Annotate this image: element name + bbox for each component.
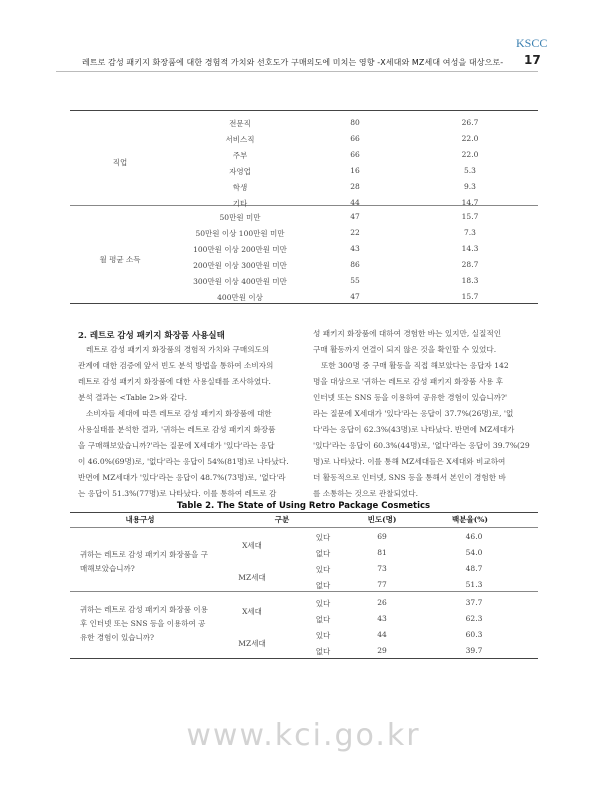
row-count: 66 <box>350 134 360 143</box>
row-item: 학생 <box>232 183 248 192</box>
row-percent: 26.7 <box>461 118 479 127</box>
answer-count: 44 <box>377 630 387 639</box>
row-count: 22 <box>350 228 360 237</box>
answer-count: 81 <box>377 548 387 557</box>
row-percent: 9.3 <box>464 182 476 191</box>
answer-label: 있다 <box>315 631 331 640</box>
header-content: 내용구성 <box>125 515 155 524</box>
answer-label: 있다 <box>315 533 331 542</box>
row-item: 서비스직 <box>225 135 255 144</box>
row-count: 47 <box>350 212 360 221</box>
answer-label: 없다 <box>315 615 331 624</box>
answer-percent: 60.3 <box>465 630 483 639</box>
generation-label: MZ세대 <box>238 573 266 582</box>
answer-label: 없다 <box>315 581 331 590</box>
text-line: 을 구매해보았습니까?'라는 질문에 X세대가 '있다'라는 응답 <box>78 441 275 450</box>
row-percent: 5.3 <box>464 166 476 175</box>
question-text <box>80 548 208 576</box>
row-percent: 28.7 <box>461 260 479 269</box>
table2-top-rule <box>70 512 538 513</box>
text-line: 분석 결과는 <Table 2>와 같다. <box>78 393 188 402</box>
watermark: www.kci.go.kr <box>186 718 421 753</box>
answer-percent: 37.7 <box>465 598 483 607</box>
row-count: 16 <box>350 166 360 175</box>
text-line: 반면에 MZ세대가 '있다'라는 응답이 48.7%(73명)로, '없다'라 <box>78 473 286 482</box>
answer-label: 없다 <box>315 549 331 558</box>
header-frequency: 빈도(명) <box>367 515 397 524</box>
question-line: 귀하는 레트로 감성 패키지 화장품을 구 <box>80 550 208 559</box>
text-line: 더 활동적으로 인터넷, SNS 등을 통해서 본인이 경험한 바 <box>313 473 506 482</box>
text-line: 라는 질문에 X세대가 '있다'라는 응답이 37.7%(26명)로, '없 <box>313 409 514 418</box>
journal-logo <box>516 34 548 50</box>
row-count: 47 <box>350 292 360 301</box>
answer-percent: 62.3 <box>465 614 483 623</box>
text-line: 소비자들 세대에 따른 레트로 감성 패키지 화장품에 대한 <box>86 409 272 418</box>
text-line: 구매 활동까지 연결이 되지 않은 것을 확인할 수 있었다. <box>313 345 497 354</box>
group-label: 직업 <box>112 158 128 167</box>
table1-top-rule <box>70 110 538 111</box>
group-label: 월 평균 소득 <box>99 255 141 264</box>
row-percent: 7.3 <box>464 228 476 237</box>
row-percent: 15.7 <box>461 212 479 221</box>
answer-count: 29 <box>377 646 387 655</box>
text-line: 명)로 나타났다. 이를 통해 MZ세대들은 X세대와 비교하여 <box>313 457 506 466</box>
text-line: '있다'라는 응답이 60.3%(44명)로, '없다'라는 응답이 39.7%(29 <box>313 441 530 450</box>
question-line: 후 인터넷 또는 SNS 등을 이용하여 공 <box>80 619 206 628</box>
table2-header-rule <box>70 527 538 528</box>
answer-count: 43 <box>377 614 387 623</box>
question-line: 유한 경험이 있습니까? <box>80 633 154 642</box>
row-percent: 18.3 <box>461 276 479 285</box>
row-count: 86 <box>350 260 360 269</box>
row-item: 전문직 <box>229 119 251 128</box>
answer-label: 있다 <box>315 565 331 574</box>
row-count: 44 <box>350 198 360 207</box>
question-line: 매해보았습니까? <box>80 564 135 573</box>
text-line: 다'라는 응답이 62.3%(43명)로 나타났다. 반면에 MZ세대가 <box>313 425 515 434</box>
row-percent: 14.7 <box>461 198 479 207</box>
answer-label: 있다 <box>315 599 331 608</box>
generation-label: X세대 <box>242 541 262 550</box>
row-count: 66 <box>350 150 360 159</box>
header-rule <box>56 71 538 72</box>
question-text <box>80 603 208 645</box>
table2-block-divider <box>70 591 538 592</box>
page-number: 17 <box>524 53 541 67</box>
row-item: 400만원 이상 <box>217 293 263 302</box>
row-item: 주부 <box>232 151 248 160</box>
row-item: 300만원 이상 400만원 미만 <box>193 277 287 286</box>
section-heading: 2. 레트로 감성 패키지 화장품 사용실태 <box>78 331 225 341</box>
answer-count: 69 <box>377 532 387 541</box>
text-line: 또한 300명 중 구매 활동을 직접 해보았다는 응답자 142 <box>321 361 509 370</box>
right-column-text <box>313 326 538 502</box>
text-line: 인터넷 또는 SNS 등을 이용하여 공유한 경험이 있습니까?' <box>313 393 508 402</box>
generation-label: MZ세대 <box>238 639 266 648</box>
row-item: 기타 <box>232 199 248 208</box>
row-count: 80 <box>350 118 360 127</box>
answer-count: 77 <box>377 580 387 589</box>
text-line: 레트로 감성 패키지 화장품의 경험적 가치와 구매의도의 <box>86 345 270 354</box>
text-line: 성 패키지 화장품에 대하여 경험한 바는 있지만, 실질적인 <box>313 329 502 338</box>
row-percent: 15.7 <box>461 292 479 301</box>
row-item: 50만원 이상 100만원 미만 <box>195 229 285 238</box>
row-count: 55 <box>350 276 360 285</box>
text-line: 이 46.0%(69명)로, '없다'라는 응답이 54%(81명)로 나타났다. <box>78 457 289 466</box>
table2-caption: Table 2. The State of Using Retro Package Cosmetics <box>176 501 431 511</box>
generation-label: X세대 <box>242 607 262 616</box>
text-line: 사용실태를 분석한 결과, '귀하는 레트로 감성 패키지 화장품 <box>78 425 276 434</box>
answer-percent: 54.0 <box>465 548 483 557</box>
answer-count: 73 <box>377 564 387 573</box>
row-percent: 14.3 <box>461 244 479 253</box>
header-percent: 백분율(%) <box>452 515 488 524</box>
row-percent: 22.0 <box>461 134 479 143</box>
row-item: 200만원 이상 300만원 미만 <box>193 261 287 270</box>
answer-label: 없다 <box>315 647 331 656</box>
answer-percent: 46.0 <box>465 532 483 541</box>
row-item: 50만원 미만 <box>219 213 261 222</box>
answer-percent: 51.3 <box>465 580 483 589</box>
row-count: 43 <box>350 244 360 253</box>
text-line: 관계에 대한 검증에 앞서 빈도 분석 방법을 통하여 소비자의 <box>78 361 274 370</box>
left-column-text <box>78 342 303 502</box>
text-line: 는 응답이 51.3%(77명)로 나타났다. 이를 통하여 레트로 감 <box>78 489 277 498</box>
answer-percent: 48.7 <box>465 564 483 573</box>
answer-count: 26 <box>377 598 387 607</box>
answer-percent: 39.7 <box>465 646 483 655</box>
svg-text:KSCC: KSCC <box>516 36 548 50</box>
header-category: 구분 <box>274 515 290 524</box>
table2-bottom-rule <box>70 658 538 659</box>
running-header: 레트로 감성 패키지 화장품에 대한 경험적 가치와 선호도가 구매의도에 미치는 영향 -X세대와 MZ세대 여성을 대상으로- <box>82 58 504 67</box>
text-line: 명을 대상으로 '귀하는 레트로 감성 패키지 화장품 사용 후 <box>313 377 504 386</box>
text-line: 레트로 감성 패키지 화장품에 대한 사용실태를 조사하였다. <box>78 377 271 386</box>
table1-bottom-rule <box>70 303 538 304</box>
text-line: 를 소통하는 것으로 관찰되었다. <box>313 489 419 498</box>
question-line: 귀하는 레트로 감성 패키지 화장품 이용 <box>80 605 208 614</box>
row-count: 28 <box>350 182 360 191</box>
row-item: 100만원 이상 200만원 미만 <box>193 245 287 254</box>
row-item: 자영업 <box>229 167 251 176</box>
row-percent: 22.0 <box>461 150 479 159</box>
